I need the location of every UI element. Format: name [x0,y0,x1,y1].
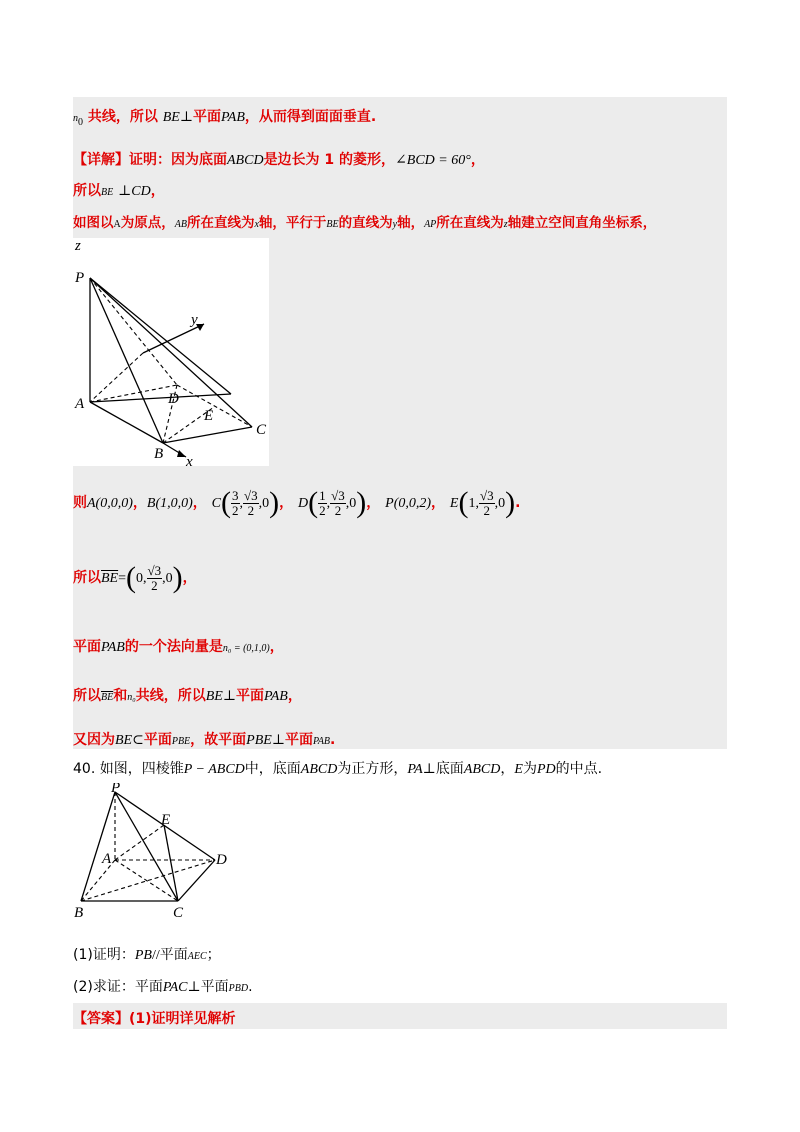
solution-line-coordinates: 则A(0,0,0)，B(1,0,0)， C( $\frac{3}{2}$ , $\frac{√3}{2}$ ,0)， D( $\frac{1}{2}$ , $\frac{√3}{2}$ ,0)， P(0,0,2)， E(1, $\frac{√3}{2}$ ,0). [73,486,521,519]
solution-line-collinear: 所以$\overline{BE}$和n₀共线，所以BE⊥平面PAB， [73,688,302,704]
pyramid-coordinate-figure [73,238,269,466]
question-40-part-2: (2)求证：平面PAC⊥平面PBD. [73,979,253,995]
label-a: A [75,396,85,412]
answer-line: 【答案】(1)证明详见解析 [73,1011,236,1027]
label-e: E [204,408,214,424]
label-e: E [161,812,171,828]
solution-line-be-vector: 所以$\overline{BE}=(0$, $\frac{√3}{2}$ ,0)， [73,561,197,594]
solution-line-conclusion: 又因为BE⊂平面PBE，故平面PBE⊥平面PAB. [73,732,336,748]
label-p: P [75,270,85,286]
label-a: A [102,851,112,867]
label-b: B [74,905,84,920]
solution-detail-line: 【详解】证明：因为底面ABCD是边长为 1 的菱形，∠BCD = 60°， [73,152,485,168]
edge-pb [81,792,115,901]
question-40-stem: 40. 如图，四棱锥P − ABCD中，底面ABCD为正方形，PA⊥底面ABCD，E为PD的中点. [73,761,603,777]
label-d: D [168,391,179,407]
label-z: z [75,238,81,254]
solution-line-normal-vector: 平面PAB的一个法向量是n₀ = (0,1,0)， [73,639,284,655]
solution-line-be-perp-cd: 所以BE ⊥CD， [73,183,165,199]
solution-line-coordinate-system: 如图以A为原点，AB所在直线为x轴，平行于BE的直线为y轴，AP所在直线为z轴建立空间直角坐标系， [73,215,657,231]
pyramid-square-base-figure [73,783,233,920]
edge-ac-dashed [115,860,178,901]
edge-ae-dashed [115,825,164,860]
label-b: B [154,446,164,462]
solution-line-collinear-top: $n_0$ 共线，所以 BE⊥平面PAB，从而得到面面垂直. [73,109,377,128]
label-c: C [173,905,184,920]
label-y: y [191,312,198,328]
label-p: P [111,783,121,796]
label-d: D [216,852,227,868]
question-40-part-1: (1)证明：PB//平面AEC； [73,947,221,963]
label-c: C [256,422,267,438]
label-x: x [186,454,193,466]
